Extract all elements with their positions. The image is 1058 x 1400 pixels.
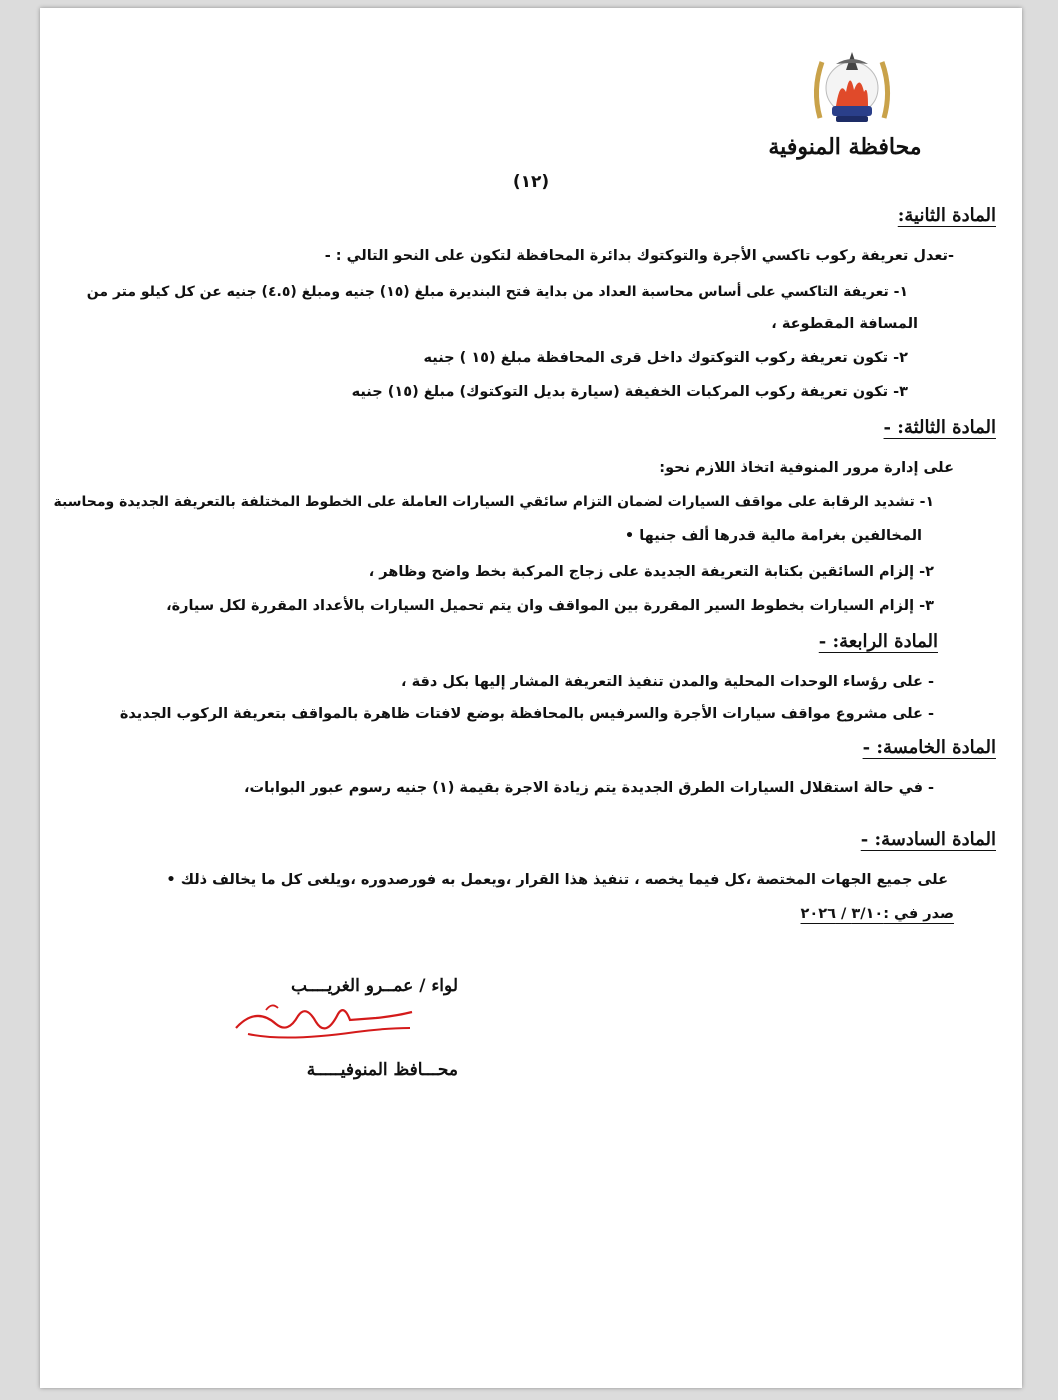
article2-item1-line1: ١- تعريفة التاكسي على أساس محاسبة العداد من بداية فتح البنديرة مبلغ (١٥) جنيه ومبلغ (٤.٥) جنيه عن كل كيلو متر من bbox=[86, 284, 908, 300]
document-page bbox=[40, 8, 1022, 1388]
article4-item2: - على مشروع مواقف سيارات الأجرة والسرفيس بالمحافظة بوضع لافتات ظاهرة بالمواقف بتعريفة الركوب الجديدة bbox=[119, 706, 934, 722]
issue-date: صدر في :٣/١٠ / ٢٠٢٦ bbox=[800, 906, 954, 922]
signatory-title: محـــافظ المنوفيـــــة bbox=[306, 1060, 458, 1080]
article3-item3: ٣- إلزام السيارات بخطوط السير المقررة بين المواقف وان يتم تحميل السيارات بالأعداد المقررة لكل سيارة، bbox=[166, 598, 934, 614]
governorate-emblem-icon bbox=[806, 40, 898, 132]
article3-item1-line2: المخالفين بغرامة مالية قدرها ألف جنيها • bbox=[624, 528, 922, 544]
article2-item2: ٢- تكون تعريفة ركوب التوكتوك داخل قرى المحافظة مبلغ (١٥ ) جنيه bbox=[423, 350, 908, 366]
article5-title: المادة الخامسة: - bbox=[862, 737, 996, 758]
page-number: (١٢) bbox=[512, 172, 550, 192]
signatory-name: لواء / عمــرو الغريــــب bbox=[291, 976, 458, 996]
handwritten-signature-icon bbox=[226, 998, 416, 1048]
article3-title: المادة الثالثة: - bbox=[883, 417, 996, 438]
article3-item2: ٢- إلزام السائقين بكتابة التعريفة الجديدة على زجاج المركبة بخط واضح وظاهر ، bbox=[368, 564, 934, 580]
article3-item1-line1: ١- تشديد الرقابة على مواقف السيارات لضمان التزام سائقي السيارات العاملة على الخطوط المختلفة بالتعريفة الجديدة ومحاسبة bbox=[53, 494, 934, 510]
article2-item3: ٣- تكون تعريفة ركوب المركبات الخفيفة (سيارة بديل التوكتوك) مبلغ (١٥) جنيه bbox=[351, 384, 908, 400]
article5-item1: - في حالة استقلال السيارات الطرق الجديدة يتم زيادة الاجرة بقيمة (١) جنيه رسوم عبور البوابات، bbox=[243, 780, 934, 796]
article2-title: المادة الثانية: bbox=[897, 205, 996, 226]
article4-title: المادة الرابعة: - bbox=[818, 631, 938, 652]
article2-item1-line2: المسافة المقطوعة ، bbox=[771, 316, 918, 332]
article4-item1: - على رؤساء الوحدات المحلية والمدن تنفيذ التعريفة المشار إليها بكل دقة ، bbox=[401, 674, 934, 690]
article6-body: على جميع الجهات المختصة ،كل فيما يخصه ، تنفيذ هذا القرار ،ويعمل به فورصدوره ،ويلغى كل ما يخالف ذلك • bbox=[166, 872, 948, 888]
article3-intro: على إدارة مرور المنوفية اتخاذ اللازم نحو: bbox=[659, 460, 954, 476]
governorate-name: محافظة المنوفية bbox=[768, 134, 922, 160]
article2-intro: -تعدل تعريفة ركوب تاكسي الأجرة والتوكتوك بدائرة المحافظة لتكون على النحو التالي : - bbox=[324, 248, 954, 264]
article6-title: المادة السادسة: - bbox=[860, 829, 996, 850]
